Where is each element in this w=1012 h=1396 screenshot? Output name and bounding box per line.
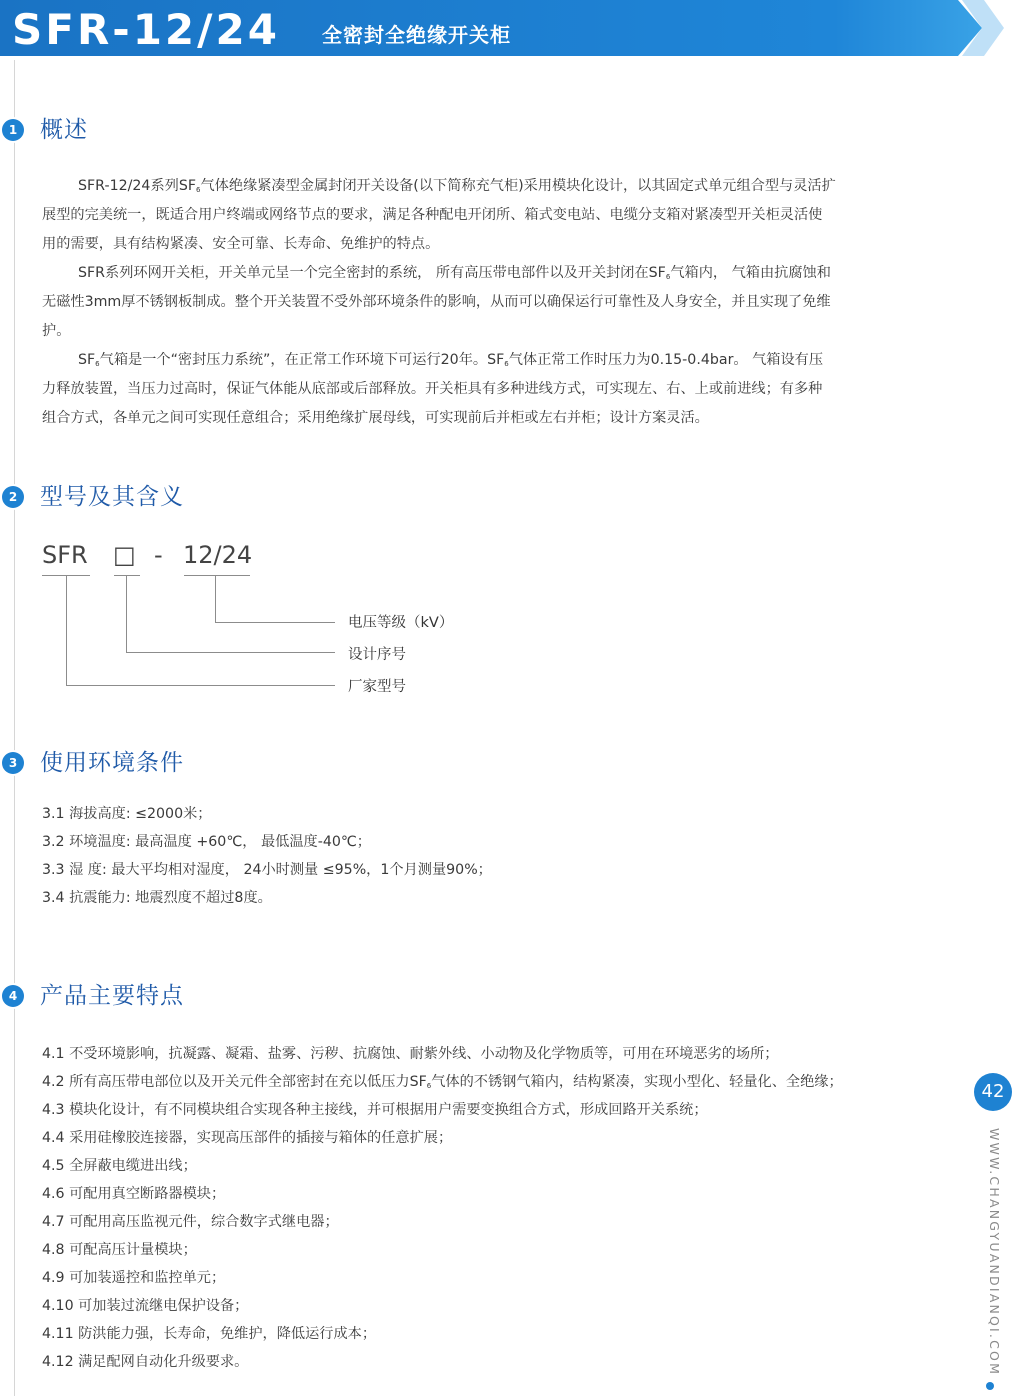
text-line: 护。 <box>42 323 71 339</box>
feature-item: 4.10 可加装过流继电保护设备； <box>42 1298 249 1314</box>
label-voltage-level: 电压等级（kV） <box>348 615 454 631</box>
section-title: 产品主要特点 <box>40 983 184 1009</box>
model-dash: - <box>154 541 163 569</box>
leader-design-vertical <box>126 576 127 653</box>
leader-maker-vertical <box>66 576 67 686</box>
feature-item: 4.8 可配高压计量模块； <box>42 1242 197 1258</box>
text-line: 展型的完美统一，既适合用户终端或网络节点的要求，满足各种配电开闭所、箱式变电站、电缆分支箱对紧凑型开关柜灵活使 <box>42 207 823 223</box>
header-banner <box>0 0 1012 60</box>
feature-item: 4.2 所有高压带电部位以及开关元件全部密封在充以低压力$SF_6$气体的不锈钢气箱内，结构紧凑，实现小型化、轻量化、全绝缘； <box>42 1074 843 1090</box>
feature-item: 4.1 不受环境影响，抗凝露、凝霜、盐雾、污秽、抗腐蚀、耐紫外线、小动物及化学物质等，可用在环境恶劣的场所； <box>42 1046 779 1062</box>
overview-paragraph-2 <box>42 259 972 346</box>
model-prefix: SFR <box>42 541 88 569</box>
left-vertical-rule <box>14 60 15 1396</box>
text-line: SFR-12/24系列$SF_6$气体绝缘紧凑型金属封闭开关设备(以下简称充气柜)采用模块化设计，以其固定式单元组合型与灵活扩 <box>78 178 836 194</box>
feature-item: 4.6 可配用真空断路器模块； <box>42 1186 226 1202</box>
text-line: 用的需要，具有结构紧凑、安全可靠、长寿命、免维护的特点。 <box>42 236 440 252</box>
text-line: $SF_6$气箱是一个“密封压力系统”，在正常工作环境下可运行20年。$SF_6$气体正常工作时压力为0.15-0.4bar。 气箱设有压 <box>78 352 824 368</box>
label-manufacturer-model: 厂家型号 <box>348 679 406 695</box>
overview-paragraph-3 <box>42 346 972 433</box>
page-number-badge: 42 <box>974 1073 1012 1111</box>
feature-item: 4.9 可加装遥控和监控单元； <box>42 1270 226 1286</box>
leader-voltage-vertical <box>215 576 216 623</box>
condition-item: 3.3 湿 度: 最大平均相对湿度， 24小时测量 ≤95%，1个月测量90%； <box>42 862 492 878</box>
condition-item: 3.1 海拔高度: ≤2000米； <box>42 806 212 822</box>
website-url: WWW.CHANGYUANDIANQI.COM <box>987 1128 1002 1377</box>
overview-paragraph-1 <box>42 172 972 259</box>
text-line: 力释放装置，当压力过高时，保证气体能从底部或后部释放。开关柜具有多种进线方式，可实现左、右、上或前进线；有多种 <box>42 381 823 397</box>
section-title: 概述 <box>40 117 88 143</box>
leader-design-horizontal <box>126 652 335 653</box>
page-title: SFR-12/24 <box>12 5 280 54</box>
page-subtitle: 全密封全绝缘开关柜 <box>322 23 511 47</box>
feature-item: 4.12 满足配网自动化升级要求。 <box>42 1354 249 1370</box>
model-voltage: 12/24 <box>183 541 253 569</box>
feature-item: 4.3 模块化设计，有不同模块组合实现各种主接线，并可根据用户需要变换组合方式，形成回路开关系统； <box>42 1102 708 1118</box>
section-number-badge: 1 <box>2 119 24 141</box>
text-line: 组合方式，各单元之间可实现任意组合；采用绝缘扩展母线，可实现前后并柜或左右并柜；设计方案灵活。 <box>42 410 709 426</box>
feature-item: 4.5 全屏蔽电缆进出线； <box>42 1158 197 1174</box>
section-number-badge: 3 <box>2 752 24 774</box>
decorative-dot <box>986 1382 994 1390</box>
leader-voltage-horizontal <box>215 622 335 623</box>
leader-maker-horizontal <box>66 685 335 686</box>
text-line: 无磁性3mm厚不锈钢板制成。整个开关装置不受外部环境条件的影响，从而可以确保运行可靠性及人身安全，并且实现了免维 <box>42 294 831 310</box>
section-number-badge: 4 <box>2 985 24 1007</box>
section-title: 型号及其含义 <box>40 484 184 510</box>
section-title: 使用环境条件 <box>40 750 184 776</box>
feature-item: 4.7 可配用高压监视元件，综合数字式继电器； <box>42 1214 339 1230</box>
feature-item: 4.4 采用硅橡胶连接器，实现高压部件的插接与箱体的任意扩展； <box>42 1130 453 1146</box>
underline-voltage <box>184 575 250 576</box>
label-design-serial: 设计序号 <box>348 647 406 663</box>
condition-item: 3.2 环境温度: 最高温度 +60℃， 最低温度-40℃； <box>42 834 371 850</box>
text-line: SFR系列环网开关柜，开关单元呈一个完全密封的系统， 所有高压带电部件以及开关封闭在$SF_6$气箱内， 气箱由抗腐蚀和 <box>78 265 831 281</box>
section-number-badge: 2 <box>2 486 24 508</box>
feature-item: 4.11 防洪能力强，长寿命，免维护，降低运行成本； <box>42 1326 377 1342</box>
model-design-box: □ <box>113 541 136 569</box>
condition-item: 3.4 抗震能力: 地震烈度不超过8度。 <box>42 890 272 906</box>
underline-box <box>114 575 140 576</box>
